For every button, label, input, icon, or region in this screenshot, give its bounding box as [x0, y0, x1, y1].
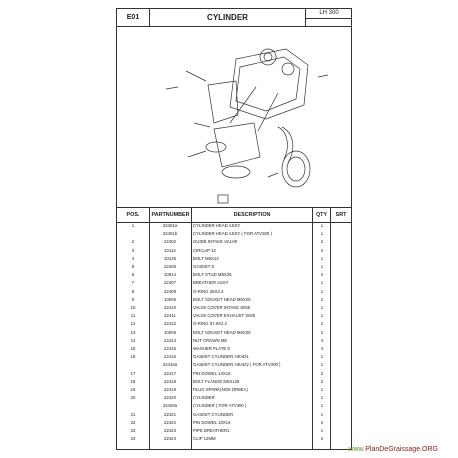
row-pos: 21 [130, 411, 136, 417]
table-row [117, 288, 351, 295]
row-pos [117, 361, 149, 368]
row-srt [331, 329, 351, 336]
row-pos: 19 [130, 387, 136, 392]
row-qty: 1 [320, 362, 324, 368]
row-description: PIN DOWEL 10X14 [193, 419, 231, 425]
row-partnumber: 22402 [164, 239, 176, 245]
row-srt [331, 361, 351, 368]
row-partnumber: 10006 [164, 329, 176, 335]
row-srt [331, 378, 351, 385]
row-qty: 4 [320, 346, 324, 351]
row-pos: 10 [130, 305, 136, 310]
row-qty: 1 [320, 395, 324, 401]
row-partnumber: 22422 [164, 419, 176, 425]
row-partnumber: 22423 [164, 428, 176, 433]
row-partnumber: 22416a [162, 362, 178, 368]
row-partnumber: 22414 [164, 337, 176, 343]
row-description: BOLT SOCKET HEAD M6X30 [193, 329, 251, 335]
row-partnumber: 22405 [164, 264, 176, 269]
row-partnumber: 22420 [164, 395, 176, 401]
row-srt [331, 370, 351, 377]
table-row [117, 386, 351, 393]
row-srt [331, 230, 351, 237]
row-partnumber: 10135 [164, 255, 176, 261]
row-qty: 4 [320, 337, 324, 343]
row-partnumber: 22408 [164, 288, 176, 294]
row-qty: 2 [320, 272, 324, 278]
table-row [117, 329, 351, 336]
table-row [117, 361, 351, 368]
row-description: CYLINDER ( FOR ATV300 ) [193, 403, 247, 409]
row-srt [331, 238, 351, 245]
row-pos: 2 [131, 239, 135, 245]
table-row [117, 238, 351, 245]
table-row [117, 370, 351, 377]
row-qty: 1 [320, 313, 324, 319]
table-row [117, 419, 351, 426]
row-partnumber: 10112 [164, 247, 176, 253]
table-row [117, 353, 351, 360]
row-pos: 20 [130, 395, 136, 401]
row-srt [331, 222, 351, 229]
sheet-header [117, 9, 351, 27]
row-pos: 7 [131, 280, 135, 286]
table-row [117, 230, 351, 237]
row-qty: 1 [320, 354, 324, 360]
row-qty: 2 [320, 436, 324, 442]
row-description: VALVE COVER INTAKE SIDE [193, 305, 251, 310]
parts-table-header [117, 207, 351, 223]
table-row [117, 247, 351, 254]
row-partnumber: 22420a [162, 403, 178, 409]
row-srt [331, 386, 351, 393]
row-pos: 12 [130, 321, 136, 327]
row-qty: 1 [320, 255, 324, 261]
row-srt [331, 312, 351, 319]
row-description: GASKET 6 [193, 264, 214, 269]
row-srt [331, 411, 351, 418]
table-row [117, 320, 351, 327]
row-pos: 9 [131, 296, 135, 302]
row-qty: 1 [320, 280, 324, 286]
col-description: DESCRIPTION [192, 208, 313, 222]
watermark-site: PlanDeGraissage.ORG [365, 446, 438, 453]
row-description: GASKET CYLINDER HEAD1 [193, 354, 249, 360]
row-srt [331, 247, 351, 254]
row-description: WASHER PLATE 8 [193, 346, 230, 351]
row-srt [331, 255, 351, 262]
table-row [117, 312, 351, 319]
row-partnumber: 10005 [164, 296, 176, 302]
col-qty: QTY [313, 208, 331, 222]
row-pos [117, 230, 149, 237]
table-row [117, 427, 351, 434]
row-srt [331, 345, 351, 352]
row-pos: 15 [130, 346, 136, 351]
row-partnumber: 22401b [162, 231, 178, 237]
table-row [117, 271, 351, 278]
row-partnumber: 22419 [164, 387, 176, 392]
row-qty: 2 [320, 419, 324, 425]
section-title: CYLINDER [207, 13, 248, 22]
row-srt [331, 296, 351, 303]
row-srt [331, 402, 351, 409]
row-partnumber: 22401a [162, 223, 178, 228]
row-qty: 1 [320, 264, 324, 269]
row-description: BREATHER ASSY [193, 280, 229, 286]
row-qty: 2 [320, 296, 324, 302]
row-description: CYLINDER HEAD ASSY [193, 223, 241, 228]
row-description: BOLT SOCKET HEAD M6X20 [193, 296, 251, 302]
row-qty: 2 [320, 329, 324, 335]
row-description: GASKET CYLINDER HEAD2 ( FOR ATV300 ) [193, 362, 281, 368]
row-pos: 1 [131, 223, 135, 228]
model-label: LH 300 [306, 9, 352, 19]
row-description: BOLT M6X12 [193, 255, 219, 261]
row-pos: 22 [130, 419, 136, 425]
row-description: NUT CROWN M8 [193, 337, 227, 343]
row-srt [331, 288, 351, 295]
row-qty: 2 [320, 239, 324, 245]
table-row [117, 296, 351, 303]
row-srt [331, 337, 351, 344]
row-pos: 4 [131, 255, 135, 261]
table-row [117, 304, 351, 311]
row-qty: 1 [320, 223, 324, 228]
row-pos: 8 [131, 288, 135, 294]
row-qty: 2 [320, 378, 324, 384]
row-partnumber: 22418 [164, 378, 176, 384]
row-pos: 5 [131, 264, 135, 269]
table-row [117, 435, 351, 442]
row-description: CYLINDER HEAD ASSY ( FOR ATV300 ) [193, 231, 272, 237]
row-description: PIN DOWEL 14X16 [193, 370, 231, 376]
row-srt [331, 435, 351, 442]
row-description: BOLT STUD M8X25 [193, 272, 232, 278]
row-srt [331, 419, 351, 426]
row-partnumber: 22421 [164, 411, 176, 417]
col-partnumber: PARTNUMBER [150, 208, 192, 222]
row-partnumber: 22417 [164, 370, 176, 376]
row-description: O-RING 35X3.3 [193, 288, 224, 294]
parts-sheet [116, 8, 352, 450]
row-srt [331, 394, 351, 401]
table-row [117, 411, 351, 418]
row-partnumber: 22412 [164, 321, 176, 327]
row-qty: 1 [320, 305, 324, 310]
table-row [117, 263, 351, 270]
row-pos: 23 [130, 428, 136, 433]
row-srt [331, 279, 351, 286]
row-qty: 1 [320, 231, 324, 237]
row-description: CIRCLIP 12 [193, 247, 216, 253]
row-qty: 2 [320, 321, 324, 327]
model-box [305, 9, 352, 26]
row-qty: 1 [320, 403, 324, 409]
row-srt [331, 304, 351, 311]
row-pos: 18 [130, 378, 136, 384]
row-partnumber: 22416 [164, 354, 176, 360]
row-qty: 2 [320, 370, 324, 376]
row-partnumber: 10914 [164, 272, 176, 278]
row-qty: 1 [320, 288, 324, 294]
row-partnumber: 22415 [164, 346, 176, 351]
row-description: PLUG SPARK(NGK DR8EA) [193, 387, 248, 392]
row-pos: 6 [131, 272, 135, 278]
row-pos: 16 [130, 354, 136, 360]
row-pos: 11 [130, 313, 136, 319]
table-row [117, 378, 351, 385]
table-row [117, 345, 351, 352]
row-pos [117, 402, 149, 409]
row-qty: 1 [320, 428, 324, 433]
watermark-prefix: www. [348, 446, 366, 453]
row-srt [331, 427, 351, 434]
row-pos: 14 [130, 337, 136, 343]
row-description: O-RING 57.8X2.3 [193, 321, 227, 327]
table-row [117, 337, 351, 344]
row-pos: 3 [131, 247, 135, 253]
row-pos: 13 [130, 329, 136, 335]
row-srt [331, 263, 351, 270]
row-description: VALVE COVER EXHAUST SIDE [193, 313, 256, 319]
row-qty: 2 [320, 247, 324, 253]
table-row [117, 222, 351, 229]
row-pos: 24 [130, 436, 136, 442]
row-partnumber: 22407 [164, 280, 176, 286]
section-code: E01 [117, 9, 150, 26]
row-description: GASKET CYLINDER [193, 411, 234, 417]
row-description: PIPE BREATHER1 [193, 428, 230, 433]
row-qty: 1 [320, 411, 324, 417]
table-row [117, 402, 351, 409]
row-srt [331, 353, 351, 360]
watermark [0, 446, 458, 458]
table-row [117, 279, 351, 286]
col-srt: SRT [335, 212, 347, 218]
row-qty: 1 [320, 387, 324, 392]
row-description: GUIDE INTAKE VALVE [193, 239, 238, 245]
row-pos: 17 [130, 370, 136, 376]
row-description: BOLT FLANGE M6X128 [193, 378, 240, 384]
row-srt [331, 271, 351, 278]
row-partnumber: 22411 [164, 313, 176, 319]
row-srt [331, 320, 351, 327]
table-row [117, 255, 351, 262]
row-description: CYLINDER [193, 395, 215, 401]
col-pos: POS. [117, 208, 150, 222]
row-partnumber: 22424 [164, 436, 176, 442]
row-description: CLIP 12MM [193, 436, 216, 442]
table-row [117, 394, 351, 401]
row-partnumber: 22410 [164, 305, 176, 310]
exploded-parts-diagram [118, 27, 350, 207]
